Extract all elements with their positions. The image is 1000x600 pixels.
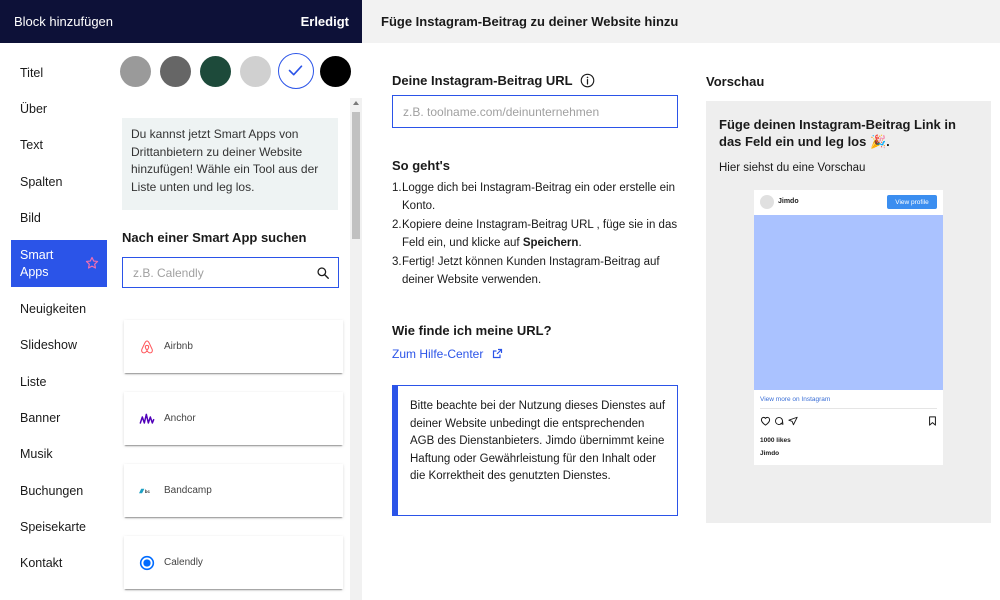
nav-item-musik[interactable]: [11, 439, 107, 469]
app-card-calendly[interactable]: [124, 536, 343, 589]
post-owner: Jimdo: [760, 450, 780, 457]
post-image-placeholder: [754, 215, 943, 390]
nav-item-label: Kontakt: [20, 556, 63, 570]
color-swatch-row: [110, 43, 362, 98]
color-swatch-light-gray[interactable]: [240, 56, 271, 87]
scroll-up-arrow-icon[interactable]: [353, 101, 359, 105]
star-icon[interactable]: [85, 256, 99, 270]
nav-item-smart-apps[interactable]: [11, 240, 107, 287]
preview-box: [706, 101, 991, 523]
color-swatch-black[interactable]: [320, 56, 351, 87]
step-number: 2.: [392, 219, 402, 231]
color-swatch-dark-gray[interactable]: [160, 56, 191, 87]
search-title: Nach einer Smart App suchen: [122, 230, 307, 245]
nav-item-label: Buchungen: [20, 484, 84, 498]
nav-item-label: Neuigkeiten: [20, 302, 87, 316]
nav-item-buchungen[interactable]: [11, 476, 107, 506]
step-text: [402, 217, 682, 252]
nav-item-label: Smart Apps: [20, 247, 54, 279]
anchor-icon: [139, 411, 155, 427]
nav-item-ueber[interactable]: [11, 94, 107, 124]
nav-item-label: Über: [20, 102, 48, 116]
checkmark-icon: [279, 54, 312, 87]
view-profile-button[interactable]: View profile: [887, 195, 937, 209]
calendly-icon: [139, 555, 155, 571]
nav-item-label: Slideshow: [20, 338, 77, 352]
step-text-part: Kopiere deine Instagram-Beitrag URL , füge sie in das Feld ein, und klicke auf: [402, 219, 678, 249]
app-name: Calendly: [164, 557, 203, 568]
smart-apps-info: Du kannst jetzt Smart Apps von Drittanbietern zu deiner Website hinzufügen! Wähle ein Tool aus der Liste unten und leg los.: [122, 118, 338, 210]
nav-item-kontakt[interactable]: [11, 548, 107, 578]
left-panel: [0, 0, 362, 600]
nav-item-label: Liste: [20, 375, 47, 389]
color-swatch-gray[interactable]: [120, 56, 151, 87]
app-name: Anchor: [164, 413, 196, 424]
preview-title: Füge deinen Instagram-Beitrag Link in das Feld ein und leg los 🎉.: [719, 117, 956, 149]
nav-item-speisekarte[interactable]: [11, 512, 107, 542]
color-swatch-white-selected[interactable]: [278, 53, 314, 89]
list-scrollbar[interactable]: [350, 98, 362, 600]
smart-apps-list-area: [110, 98, 350, 600]
help-link-text: Zum Hilfe-Center: [392, 347, 484, 361]
nav-item-label: Spalten: [20, 175, 63, 189]
nav-item-label: Banner: [20, 411, 61, 425]
search-icon[interactable]: [316, 266, 330, 280]
nav-item-neuigkeiten[interactable]: [11, 294, 107, 324]
url-label: [392, 73, 595, 88]
nav-item-label: Musik: [20, 447, 53, 461]
nav-item-banner[interactable]: [11, 403, 107, 433]
app-name: Bandcamp: [164, 485, 212, 496]
step-text: Logge dich bei Instagram-Beitrag ein oder erstelle ein Konto.: [402, 182, 675, 212]
app-name: Airbnb: [164, 341, 193, 352]
post-actions: [760, 416, 937, 426]
app-card-anchor[interactable]: [124, 392, 343, 445]
step-number: 1.: [392, 182, 402, 194]
terms-notice: Bitte beachte bei der Nutzung dieses Dienstes auf deiner Website unbedingt die entsprechenden AGB des Dienstanbieters. Jimdo übernimmt keine Haftung oder Gewährleistung für den Inhalt oder die Korrektheit des genutzten Dienstes.: [392, 385, 678, 516]
nav-item-liste[interactable]: [11, 367, 107, 397]
app-search-box: [122, 257, 339, 288]
svg-text:bc: bc: [144, 488, 150, 494]
preview-subtitle: Hier siehst du eine Vorschau: [719, 162, 866, 174]
panel-title: Block hinzufügen: [14, 14, 114, 29]
app-card-bandcamp[interactable]: [124, 464, 343, 517]
find-url-title: Wie finde ich meine URL?: [392, 323, 552, 338]
instructions-list: [392, 180, 682, 291]
nav-item-bild[interactable]: [11, 203, 107, 233]
step-number: 3.: [392, 256, 402, 268]
preview-label: Vorschau: [706, 74, 765, 89]
divider: [760, 408, 937, 409]
nav-item-label: Bild: [20, 211, 41, 225]
how-to-title: So geht's: [392, 158, 450, 173]
share-icon[interactable]: [788, 416, 798, 426]
likes-count: 1000 likes: [760, 437, 791, 444]
comment-icon[interactable]: [774, 416, 784, 426]
scrollbar-thumb[interactable]: [352, 112, 360, 239]
nav-item-slideshow[interactable]: [11, 330, 107, 360]
done-button[interactable]: Erledigt: [300, 14, 349, 29]
instagram-url-input[interactable]: [392, 95, 678, 128]
list-item: [392, 180, 682, 215]
block-type-nav: [0, 43, 110, 600]
instagram-preview-card: [754, 190, 943, 465]
list-item: [392, 217, 682, 252]
bandcamp-icon: [139, 483, 155, 499]
url-label-text: Deine Instagram-Beitrag URL: [392, 73, 573, 88]
step-text: Fertig! Jetzt können Kunden Instagram-Beitrag auf deiner Website verwenden.: [402, 256, 660, 286]
step-text-bold: Speichern: [522, 236, 579, 249]
help-center-link[interactable]: [392, 347, 503, 361]
list-item: [392, 254, 682, 289]
main-header: Füge Instagram-Beitrag zu deiner Website hinzu: [362, 0, 1000, 43]
step-text-part: .: [578, 236, 582, 249]
external-link-icon: [491, 348, 503, 360]
app-search-input[interactable]: [133, 266, 316, 280]
bookmark-icon[interactable]: [928, 416, 937, 426]
avatar: [760, 195, 774, 209]
color-swatch-dark-green[interactable]: [200, 56, 231, 87]
nav-item-label: Text: [20, 138, 43, 152]
heart-icon[interactable]: [760, 416, 771, 426]
view-more-link[interactable]: View more on Instagram: [760, 396, 831, 403]
left-panel-header: [0, 0, 362, 43]
airbnb-icon: [139, 339, 155, 355]
app-card-airbnb[interactable]: [124, 320, 343, 373]
nav-item-label: Titel: [20, 66, 44, 80]
nav-item-spalten[interactable]: [11, 167, 107, 197]
instagram-username: Jimdo: [778, 198, 799, 205]
nav-item-titel[interactable]: [11, 58, 107, 88]
info-icon[interactable]: [580, 73, 595, 88]
nav-item-label: Speisekarte: [20, 520, 87, 534]
nav-item-text[interactable]: [11, 130, 107, 160]
